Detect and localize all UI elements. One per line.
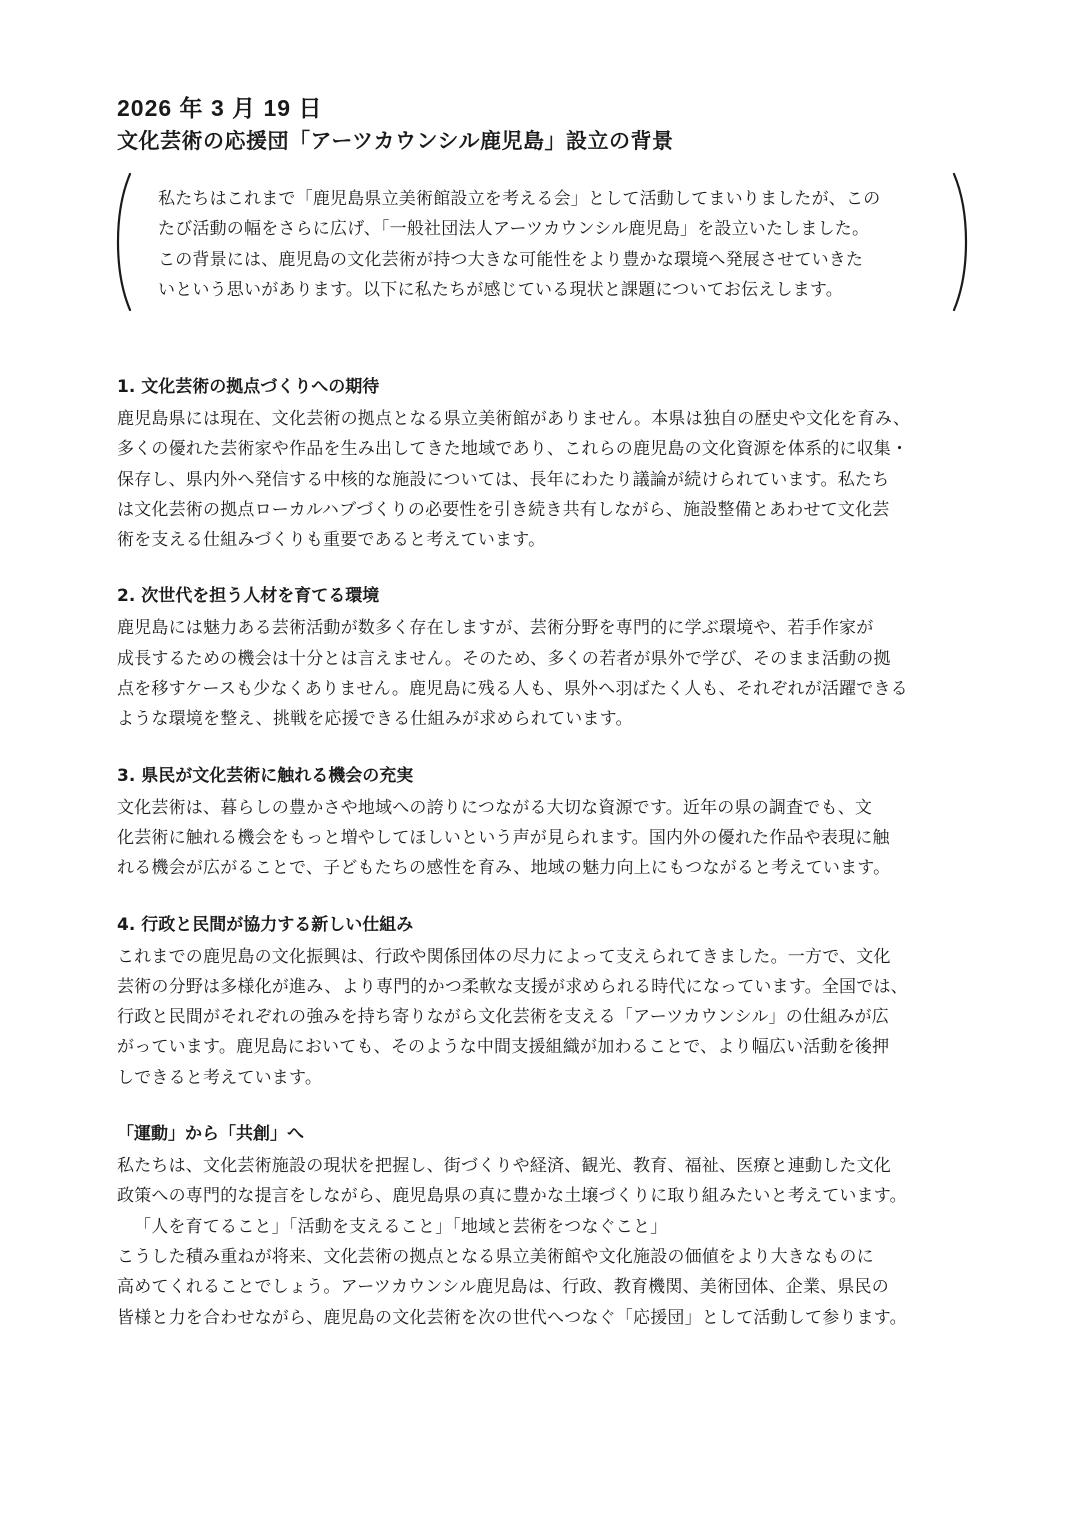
section-next-generation: [117, 581, 977, 734]
body-line: 政策への専門的な提言をしながら、鹿児島県の真に豊かな土壌づくりに取り組みたいと考えています。: [117, 1186, 907, 1207]
body-line: 術を支える仕組みづくりも重要であると考えています。: [117, 530, 546, 551]
document-title: 文化芸術の応援団「アーツカウンシル鹿児島」設立の背景: [117, 129, 674, 153]
body-line: れる機会が広がることで、子どもたちの感性を育み、地域の魅力向上にもつながると考えています。: [117, 858, 891, 879]
section-body: [117, 613, 977, 734]
body-line: は文化芸術の拠点ローカルハブづくりの必要性を引き続き共有しながら、施設整備とあわせて文化芸: [117, 499, 890, 520]
document-header: [117, 92, 977, 158]
document-body: [117, 372, 977, 1359]
section-body: [117, 942, 977, 1093]
body-line: 鹿児島には魅力ある芸術活動が数多く存在しますが、芸術分野を専門的に学ぶ環境や、若手作家が: [117, 618, 874, 639]
section-heading: 4. 行政と民間が協力する新しい仕組み: [117, 914, 414, 935]
intro-block: [112, 172, 972, 312]
body-line: 多くの優れた芸術家や作品を生み出してきた地域であり、これらの鹿児島の文化資源を体系的に収集・: [117, 439, 909, 460]
section-body: [117, 1151, 977, 1333]
body-line: しできると考えています。: [117, 1067, 323, 1088]
body-line: 点を移すケースも少なくありません。鹿児島に残る人も、県外へ羽ばたく人も、それぞれが活躍できる: [117, 679, 908, 700]
section-heading: 2. 次世代を担う人材を育てる環境: [117, 586, 380, 607]
body-line: 成長するための機会は十分とは言えません。そのため、多くの若者が県外で学び、そのまま活動の拠: [117, 648, 891, 669]
left-parenthesis-icon: [112, 172, 134, 312]
section-public-private: [117, 910, 977, 1093]
intro-line: たび活動の幅をさらに広げ、「一般社団法人アーツカウンシル鹿児島」を設立いたしました。: [158, 219, 870, 240]
section-body: [117, 404, 977, 555]
intro-line: この背景には、鹿児島の文化芸術が持つ大きな可能性をより豊かな環境へ発展させていきた: [158, 249, 864, 270]
body-line: 鹿児島県には現在、文化芸術の拠点となる県立美術館がありません。本県は独自の歴史や文化を育み、: [117, 409, 911, 429]
right-parenthesis-icon: [950, 172, 972, 312]
section-co-creation: [117, 1119, 977, 1333]
section-heading: 3. 県民が文化芸術に触れる機会の充実: [117, 765, 414, 786]
body-line: これまでの鹿児島の文化振興は、行政や関係団体の尽力によって支えられてきました。一方で、文化: [117, 946, 891, 967]
section-heading: 「運動」から「共創」へ: [117, 1124, 304, 1145]
body-line: 皆様と力を合わせながら、鹿児島の文化芸術を次の世代へつなぐ「応援団」として活動して参ります。: [117, 1307, 907, 1328]
body-line: がっています。鹿児島においても、そのような中間支援組織が加わることで、より幅広い活動を後押: [117, 1037, 890, 1058]
section-citizen-access: [117, 761, 977, 884]
body-line: 高めてくれることでしょう。アーツカウンシル鹿児島は、行政、教育機関、美術団体、企業、県民の: [117, 1277, 889, 1298]
body-line: 芸術の分野は多様化が進み、より専門的かつ柔軟な支援が求められる時代になっています。全国では、: [117, 976, 908, 997]
intro-line: 私たちはこれまで「鹿児島県立美術館設立を考える会」として活動してまいりましたが、この: [158, 189, 881, 209]
section-heading: 1. 文化芸術の拠点づくりへの期待: [117, 377, 380, 397]
body-line-indented: 「人を育てること」「活動を支えること」「地域と芸術をつなぐこと」: [134, 1216, 668, 1237]
body-line: 保存し、県内外へ発信する中核的な施設については、長年にわたり議論が続けられています。私たち: [117, 469, 890, 490]
section-hub-expectation: [117, 372, 977, 555]
intro-text: [158, 184, 928, 305]
body-line: ような環境を整え、挑戦を応援できる仕組みが求められています。: [117, 709, 633, 730]
intro-line: いという思いがあります。以下に私たちが感じている現状と課題についてお伝えします。: [158, 279, 843, 300]
document-date: 2026 年 3 月 19 日: [117, 95, 323, 121]
body-line: 行政と民間がそれぞれの強みを持ち寄りながら文化芸術を支える「アーツカウンシル」の仕組みが広: [117, 1007, 889, 1028]
body-line: 私たちは、文化芸術施設の現状を把握し、街づくりや経済、観光、教育、福祉、医療と連動した文化: [117, 1156, 891, 1177]
body-line: 化芸術に触れる機会をもっと増やしてほしいという声が見られます。国内外の優れた作品や表現に触: [117, 827, 890, 848]
body-line: こうした積み重ねが将来、文化芸術の拠点となる県立美術館や文化施設の価値をより大きなものに: [117, 1246, 874, 1267]
section-body: [117, 793, 977, 884]
body-line: 文化芸術は、暮らしの豊かさや地域への誇りにつながる大切な資源です。近年の県の調査でも、文: [117, 797, 873, 818]
